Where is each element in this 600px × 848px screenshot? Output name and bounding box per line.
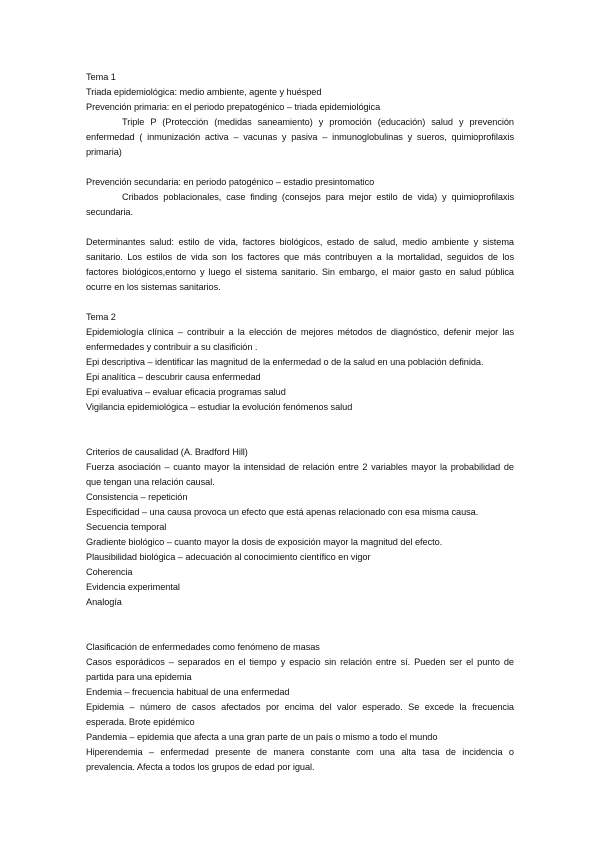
clasificacion-item: Endemia – frecuencia habitual de una enfermedad bbox=[86, 687, 290, 697]
section-heading-tema-2: Tema 2 bbox=[86, 312, 116, 322]
cribados-paragraph: Cribados poblacionales, case finding (consejos para mejor estilo de vida) y quimioprofilaxis secundaria. bbox=[86, 192, 514, 217]
determinantes-paragraph: Determinantes salud: estilo de vida, factores biológicos, estado de salud, medio ambiente y sistema sanitario. Los estilos de vida son los factores que más contribuyen a la mortalidad, seguidos de los factores biológicos,entorno y luego el sistema sanitario. Sin embargo, el maior gasto en salud pública ocurre en los sistemas sanitarios. bbox=[86, 237, 514, 292]
causalidad-item: Secuencia temporal bbox=[86, 522, 167, 532]
causalidad-item: Consistencia – repetición bbox=[86, 492, 188, 502]
clasificacion-item: Pandemia – epidemia que afecta a una gran parte de un país o mismo a todo el mundo bbox=[86, 732, 438, 742]
tema2-item: Epi analítica – descubrir causa enfermedad bbox=[86, 372, 261, 382]
causalidad-item: Evidencia experimental bbox=[86, 582, 180, 592]
causalidad-item: Coherencia bbox=[86, 567, 133, 577]
tema2-item: Epi descriptiva – identificar las magnitud de la enfermedad o de la salud en una población definida. bbox=[86, 357, 484, 367]
causalidad-item: Analogía bbox=[86, 597, 122, 607]
clasificacion-item: Hiperendemia – enfermedad presente de manera constante com una alta tasa de incidencia o prevalencia. Afecta a todos los grupos de edad por igual. bbox=[86, 747, 514, 772]
triple-p-paragraph: Triple P (Protección (medidas saneamiento) y promoción (educación) salud y prevención enfermedad ( inmunización activa – vacunas y pasiva – inmunoglobulinas y sueros, quimioprofilaxis primaria) bbox=[86, 117, 514, 157]
causalidad-item: Especificidad – una causa provoca un efecto que está apenas relacionado con esa misma causa. bbox=[86, 507, 479, 517]
tema2-item: Vigilancia epidemiológica – estudiar la evolución fenómenos salud bbox=[86, 402, 353, 412]
prevencion-secundaria-line: Prevención secundaria: en periodo patogénico – estadio presintomatico bbox=[86, 177, 375, 187]
clasificacion-item: Epidemia – número de casos afectados por encima del valor esperado. Se excede la frecuencia esperada. Brote epidémico bbox=[86, 702, 514, 727]
document-body bbox=[86, 70, 514, 775]
causalidad-item: Plausibilidad biológica – adecuación al conocimiento científico en vigor bbox=[86, 552, 371, 562]
causalidad-item: Gradiente biológico – cuanto mayor la dosis de exposición mayor la magnitud del efecto. bbox=[86, 537, 443, 547]
causalidad-item: Fuerza asociación – cuanto mayor la intensidad de relación entre 2 variables mayor la probabilidad de que tengan una relación causal. bbox=[86, 462, 514, 487]
section-heading-tema-1: Tema 1 bbox=[86, 72, 116, 82]
tema2-item: Epidemiología clínica – contribuir a la elección de mejores métodos de diagnóstico, defenir mejor las enfermedades y contribuir a su clasifición . bbox=[86, 327, 514, 352]
causalidad-heading: Criterios de causalidad (A. Bradford Hill) bbox=[86, 447, 248, 457]
tema2-item: Epi evaluativa – evaluar eficacia programas salud bbox=[86, 387, 286, 397]
clasificacion-item: Casos esporádicos – separados en el tiempo y espacio sin relación entre sí. Pueden ser el punto de partida para una epidemia bbox=[86, 657, 514, 682]
clasificacion-heading: Clasificación de enfermedades como fenómeno de masas bbox=[86, 642, 320, 652]
prevencion-primaria-line: Prevención primaria: en el periodo prepatogénico – triada epidemiológica bbox=[86, 102, 381, 112]
triada-line: Triada epidemiológica: medio ambiente, agente y huésped bbox=[86, 87, 322, 97]
